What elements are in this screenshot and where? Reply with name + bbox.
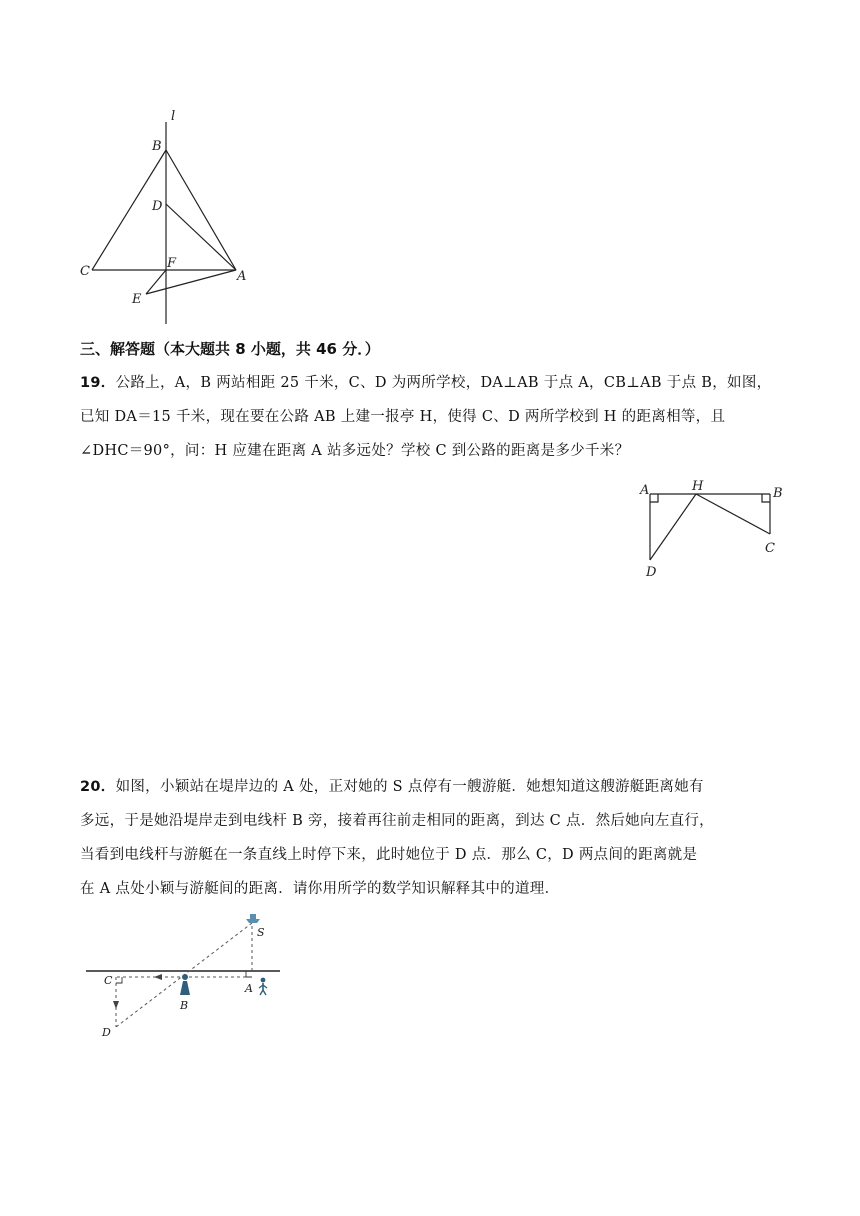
figure-triangle <box>70 100 270 330</box>
segment-FE <box>146 270 166 294</box>
label-l: l <box>171 109 176 124</box>
segment-EA <box>146 270 236 294</box>
problem-20-line-2: 多远，于是她沿堤岸走到电线杆 B 旁，接着再往前走相同的距离，到达 C 点．然后她向左直行， <box>80 813 714 829</box>
arrow-down <box>113 1001 119 1009</box>
label-F: F <box>167 256 177 271</box>
problem-20-line-3: 当看到电线杆与游艇在一条直线上时停下来，此时她位于 D 点．那么 C，D 两点间的距离就是 <box>80 847 698 863</box>
problem-19-line-3: ∠DHC＝90°，问：H 应建在距离 A 站多远处？学校 C 到公路的距离是多少千米？ <box>80 443 630 459</box>
segment-BA <box>166 150 236 270</box>
problem-19-text-1: 公路上，A，B 两站相距 25 千米，C、D 为两所学校，DA⊥AB 于点 A，CB⊥AB 于点 B，如图， <box>115 375 772 391</box>
right-angle-B <box>762 494 770 502</box>
problem-19 <box>80 366 785 468</box>
label-D: D <box>102 1026 111 1039</box>
figure-problem-19 <box>630 472 790 582</box>
section-title: 三、解答题（本大题共 8 小题，共 46 分．） <box>80 340 380 358</box>
boat-icon <box>246 914 260 923</box>
segment-HC <box>696 494 770 534</box>
label-D: D <box>646 565 657 580</box>
problem-19-number: 19． <box>80 375 116 391</box>
right-angle-A <box>246 971 252 977</box>
figure-problem-20 <box>80 905 290 1045</box>
person-icon <box>259 978 267 995</box>
label-C: C <box>104 974 113 987</box>
label-B: B <box>180 999 189 1012</box>
label-C: C <box>80 264 90 279</box>
problem-20-text-1: 如图，小颖站在堤岸边的 A 处，正对她的 S 点停有一艘游艇．她想知道这艘游艇距离她有 <box>115 779 704 795</box>
segment-DA <box>166 204 236 270</box>
label-B: B <box>773 486 783 501</box>
label-A: A <box>640 483 650 498</box>
pole-icon <box>180 974 190 995</box>
label-A: A <box>237 269 247 284</box>
problem-20-line-1 <box>80 770 785 804</box>
problem-20-line-4: 在 A 点处小颖与游艇间的距离．请你用所学的数学知识解释其中的道理． <box>80 881 560 897</box>
problem-20 <box>80 770 785 906</box>
label-S: S <box>257 926 265 939</box>
segment-DH <box>650 494 696 560</box>
label-H: H <box>692 479 704 494</box>
problem-19-line-2: 已知 DA＝15 千米，现在要在公路 AB 上建一报亭 H，使得 C、D 两所学校到 H 的距离相等，且 <box>80 409 726 425</box>
label-A: A <box>245 982 253 995</box>
problem-20-number: 20． <box>80 779 116 795</box>
label-E: E <box>132 292 142 307</box>
label-B: B <box>152 139 162 154</box>
right-angle-C <box>116 977 122 983</box>
label-D: D <box>152 199 163 214</box>
arrow-left <box>154 974 162 980</box>
problem-19-line-1 <box>80 366 785 400</box>
right-angle-A <box>650 494 658 502</box>
label-C: C <box>765 541 775 556</box>
